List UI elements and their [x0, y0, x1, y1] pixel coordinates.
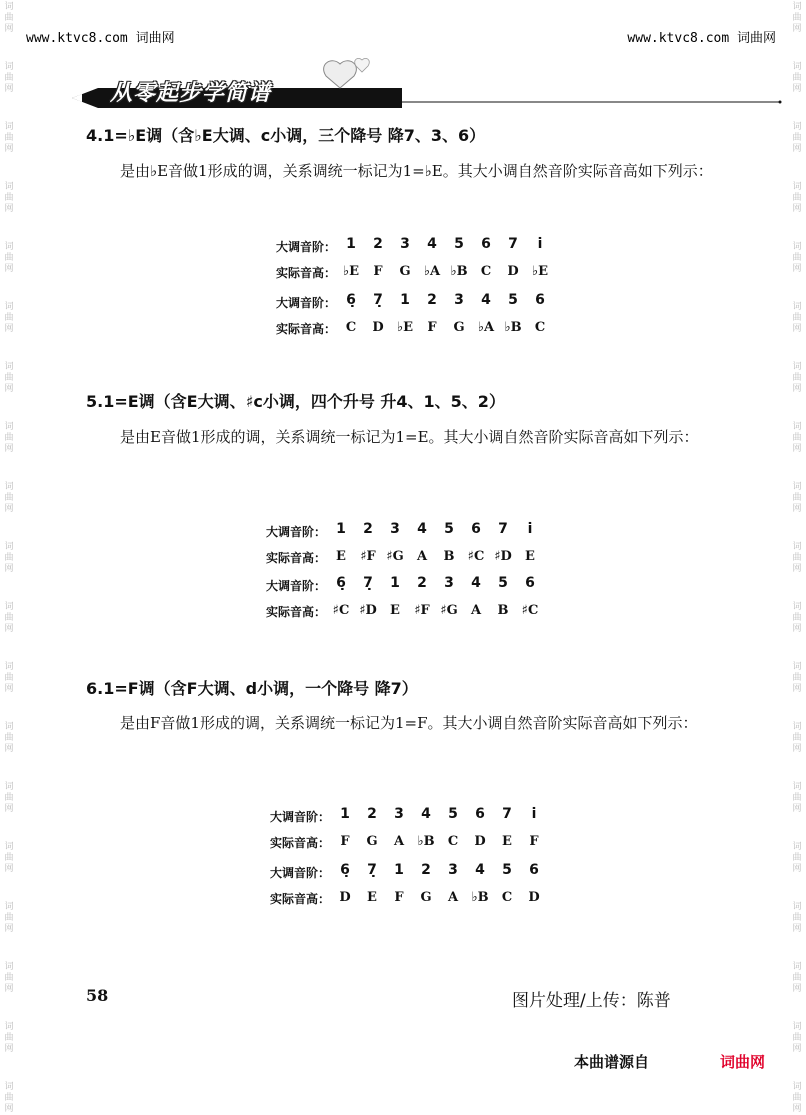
- pitch-name: A: [470, 603, 482, 618]
- site-watermark-left: www.ktvc8.com 词曲网: [26, 31, 175, 46]
- scale-degree: 4: [475, 862, 485, 878]
- edge-watermark-mark: 词 曲 网: [792, 302, 802, 334]
- edge-watermark-mark: 词 曲 网: [792, 122, 802, 154]
- pitch-name: ♯C: [332, 603, 350, 618]
- edge-watermark-mark: 词 曲 网: [792, 662, 802, 694]
- scale-degree: 3: [454, 292, 464, 308]
- edge-watermark-mark: 词 曲 网: [792, 722, 802, 754]
- scale-degree: 6: [529, 862, 539, 878]
- edge-watermark-mark: 词 曲 网: [4, 182, 14, 214]
- scale-degree: 7: [502, 806, 512, 822]
- scale-degree: 1: [400, 292, 410, 308]
- pitch-name: ♯F: [414, 603, 430, 618]
- pitch-name: G: [399, 264, 411, 279]
- site-watermark-right: www.ktvc8.com 词曲网: [627, 31, 776, 46]
- scale-degree: 2: [367, 806, 377, 822]
- scale-degree: 5: [454, 236, 464, 252]
- edge-watermark-mark: 词 曲 网: [4, 842, 14, 874]
- edge-watermark-mark: 词 曲 网: [792, 842, 802, 874]
- pitch-name: B: [497, 603, 509, 618]
- scale-degree: 4: [421, 806, 431, 822]
- edge-watermark-mark: 词 曲 网: [4, 1022, 14, 1054]
- pitch-name: E: [525, 549, 535, 564]
- scale-degree: 2: [417, 575, 427, 591]
- pitch-name: F: [340, 834, 350, 849]
- pitch-name: G: [453, 320, 465, 335]
- pitch-name: D: [474, 834, 486, 849]
- edge-watermark-mark: 词 曲 网: [4, 602, 14, 634]
- edge-watermark-mark: 词 曲 网: [4, 662, 14, 694]
- pitch-name: C: [534, 320, 546, 335]
- scale-degree: 3: [444, 575, 454, 591]
- scale-degree: 4: [471, 575, 481, 591]
- edge-watermark-mark: 词 曲 网: [4, 542, 14, 574]
- edge-watermark-mark: 词 曲 网: [792, 242, 802, 274]
- scale-degree: 4: [481, 292, 491, 308]
- edge-watermark-mark: 词 曲 网: [792, 422, 802, 454]
- edge-watermark-mark: 词 曲 网: [4, 122, 14, 154]
- scale-degree: 7: [498, 521, 508, 537]
- source-label: 本曲谱源自: [574, 1053, 650, 1071]
- edge-watermark-mark: 词 曲 网: [792, 362, 802, 394]
- edge-watermark-mark: 词 曲 网: [792, 1082, 802, 1114]
- source-site-link[interactable]: 词曲网: [720, 1053, 766, 1071]
- edge-watermark-mark: 词 曲 网: [792, 782, 802, 814]
- scale-degree: 5: [444, 521, 454, 537]
- pitch-name: ♯F: [360, 549, 376, 564]
- scale-degree: 3: [400, 236, 410, 252]
- scale-degree: i̇: [537, 236, 543, 252]
- edge-watermark-mark: 词 曲 网: [4, 62, 14, 94]
- major-scale-label: 大调音阶：: [266, 579, 327, 593]
- scale-degree: 1: [340, 806, 350, 822]
- scale-degree: 3: [394, 806, 404, 822]
- major-scale-label: 大调音阶：: [276, 240, 337, 254]
- pitch-name: B: [443, 549, 455, 564]
- scale-degree: 4: [427, 236, 437, 252]
- pitch-name: D: [507, 264, 519, 279]
- edge-watermark-mark: 词 曲 网: [792, 182, 802, 214]
- pitch-name: G: [420, 890, 432, 905]
- pitch-name: ♯G: [386, 549, 404, 564]
- edge-watermark-mark: 词 曲 网: [4, 242, 14, 274]
- pitch-name: A: [393, 834, 405, 849]
- scale-degree: 6: [475, 806, 485, 822]
- actual-pitch-label: 实际音高：: [276, 266, 337, 280]
- scale-degree: 1: [394, 862, 404, 878]
- pitch-name: ♭B: [417, 834, 435, 849]
- pitch-name: F: [394, 890, 404, 905]
- scale-degree: 7̣: [367, 862, 377, 878]
- pitch-name: ♭B: [504, 320, 522, 335]
- actual-pitch-label: 实际音高：: [266, 605, 327, 619]
- pitch-name: ♭B: [471, 890, 489, 905]
- actual-pitch-label: 实际音高：: [270, 836, 331, 850]
- pitch-name: C: [501, 890, 513, 905]
- scale-degree: 6: [471, 521, 481, 537]
- pitch-name: ♭E: [396, 320, 414, 335]
- pitch-name: D: [528, 890, 540, 905]
- pitch-name: C: [480, 264, 492, 279]
- left-edge-watermark: [0, 0, 18, 1114]
- scale-degree: 5: [448, 806, 458, 822]
- pitch-name: ♭E: [531, 264, 549, 279]
- pitch-name: ♯C: [521, 603, 539, 618]
- edge-watermark-mark: 词 曲 网: [4, 782, 14, 814]
- pitch-name: ♭E: [342, 264, 360, 279]
- upload-credit: 图片处理/上传：陈普: [512, 991, 671, 1011]
- pitch-name: C: [447, 834, 459, 849]
- major-scale-label: 大调音阶：: [270, 810, 331, 824]
- scale-degree: 4: [417, 521, 427, 537]
- pitch-name: E: [390, 603, 400, 618]
- scale-degree: 2: [363, 521, 373, 537]
- scale-degree: 5: [502, 862, 512, 878]
- scale-degree: 6: [481, 236, 491, 252]
- edge-watermark-mark: 词 曲 网: [4, 962, 14, 994]
- edge-watermark-mark: 词 曲 网: [4, 902, 14, 934]
- scale-degree: 2: [373, 236, 383, 252]
- pitch-name: ♯G: [440, 603, 458, 618]
- actual-pitch-label: 实际音高：: [276, 322, 337, 336]
- scale-degree: 2: [421, 862, 431, 878]
- section-paragraph-6: 是由F音做1形成的调，关系调统一标记为1=F。其大小调自然音阶实际音高如下列示：: [120, 714, 698, 732]
- pitch-name: ♯C: [467, 549, 485, 564]
- edge-watermark-mark: 词 曲 网: [4, 1082, 14, 1114]
- scale-degree: i̇: [531, 806, 537, 822]
- edge-watermark-mark: 词 曲 网: [792, 542, 802, 574]
- scale-degree: 6: [535, 292, 545, 308]
- page-number: 58: [86, 986, 109, 1005]
- scale-degree: i̇: [527, 521, 533, 537]
- section-heading-6: 6.1=F调（含F大调、d小调，一个降号 降7）: [86, 679, 418, 698]
- pitch-name: D: [372, 320, 384, 335]
- scale-degree: 1: [390, 575, 400, 591]
- pitch-name: C: [345, 320, 357, 335]
- scale-degree: 5: [508, 292, 518, 308]
- major-scale-label: 大调音阶：: [270, 866, 331, 880]
- edge-watermark-mark: 词 曲 网: [4, 422, 14, 454]
- scale-degree: 1: [336, 521, 346, 537]
- scale-degree: 7̣: [373, 292, 383, 308]
- pitch-name: A: [447, 890, 459, 905]
- section-paragraph-5: 是由E音做1形成的调，关系调统一标记为1=E。其大小调自然音阶实际音高如下列示：: [120, 428, 699, 446]
- scale-degree: 6̣: [346, 292, 356, 308]
- banner-title: 从零起步学简谱: [110, 81, 272, 106]
- edge-watermark-mark: 词 曲 网: [4, 362, 14, 394]
- section-paragraph-4: 是由♭E音做1形成的调，关系调统一标记为1=♭E。其大小调自然音阶实际音高如下列示：: [120, 162, 713, 180]
- pitch-name: F: [529, 834, 539, 849]
- edge-watermark-mark: 词 曲 网: [4, 722, 14, 754]
- pitch-name: E: [336, 549, 346, 564]
- pitch-name: ♭A: [477, 320, 495, 335]
- edge-watermark-mark: 词 曲 网: [792, 962, 802, 994]
- edge-watermark-mark: 词 曲 网: [792, 2, 802, 34]
- scale-degree: 3: [448, 862, 458, 878]
- edge-watermark-mark: 词 曲 网: [792, 1022, 802, 1054]
- scale-degree: 6̣: [336, 575, 346, 591]
- edge-watermark-mark: 词 曲 网: [4, 482, 14, 514]
- pitch-name: ♭A: [423, 264, 441, 279]
- pitch-name: F: [427, 320, 437, 335]
- actual-pitch-label: 实际音高：: [266, 551, 327, 565]
- major-scale-label: 大调音阶：: [266, 525, 327, 539]
- edge-watermark-mark: 词 曲 网: [792, 902, 802, 934]
- scale-degree: 7̣: [363, 575, 373, 591]
- chapter-banner: [72, 58, 784, 118]
- right-edge-watermark: [788, 0, 806, 1114]
- actual-pitch-label: 实际音高：: [270, 892, 331, 906]
- edge-watermark-mark: 词 曲 网: [4, 2, 14, 34]
- section-heading-5: 5.1=E调（含E大调、♯c小调，四个升号 升4、1、5、2）: [86, 392, 505, 411]
- pitch-name: E: [367, 890, 377, 905]
- pitch-name: G: [366, 834, 378, 849]
- scale-degree: 2: [427, 292, 437, 308]
- pitch-name: D: [339, 890, 351, 905]
- heart-balloon-icon: [324, 58, 370, 88]
- scale-degree: 1: [346, 236, 356, 252]
- scale-degree: 6̣: [340, 862, 350, 878]
- scale-degree: 6: [525, 575, 535, 591]
- pitch-name: E: [502, 834, 512, 849]
- pitch-name: ♯D: [494, 549, 512, 564]
- section-heading-4: 4.1=♭E调（含♭E大调、c小调，三个降号 降7、3、6）: [86, 126, 486, 145]
- edge-watermark-mark: 词 曲 网: [792, 482, 802, 514]
- edge-watermark-mark: 词 曲 网: [4, 302, 14, 334]
- edge-watermark-mark: 词 曲 网: [792, 602, 802, 634]
- major-scale-label: 大调音阶：: [276, 296, 337, 310]
- scale-degree: 7: [508, 236, 518, 252]
- pitch-name: ♭B: [450, 264, 468, 279]
- edge-watermark-mark: 词 曲 网: [792, 62, 802, 94]
- pitch-name: F: [373, 264, 383, 279]
- scale-degree: 5: [498, 575, 508, 591]
- pitch-name: ♯D: [359, 603, 377, 618]
- scale-degree: 3: [390, 521, 400, 537]
- pitch-name: A: [416, 549, 428, 564]
